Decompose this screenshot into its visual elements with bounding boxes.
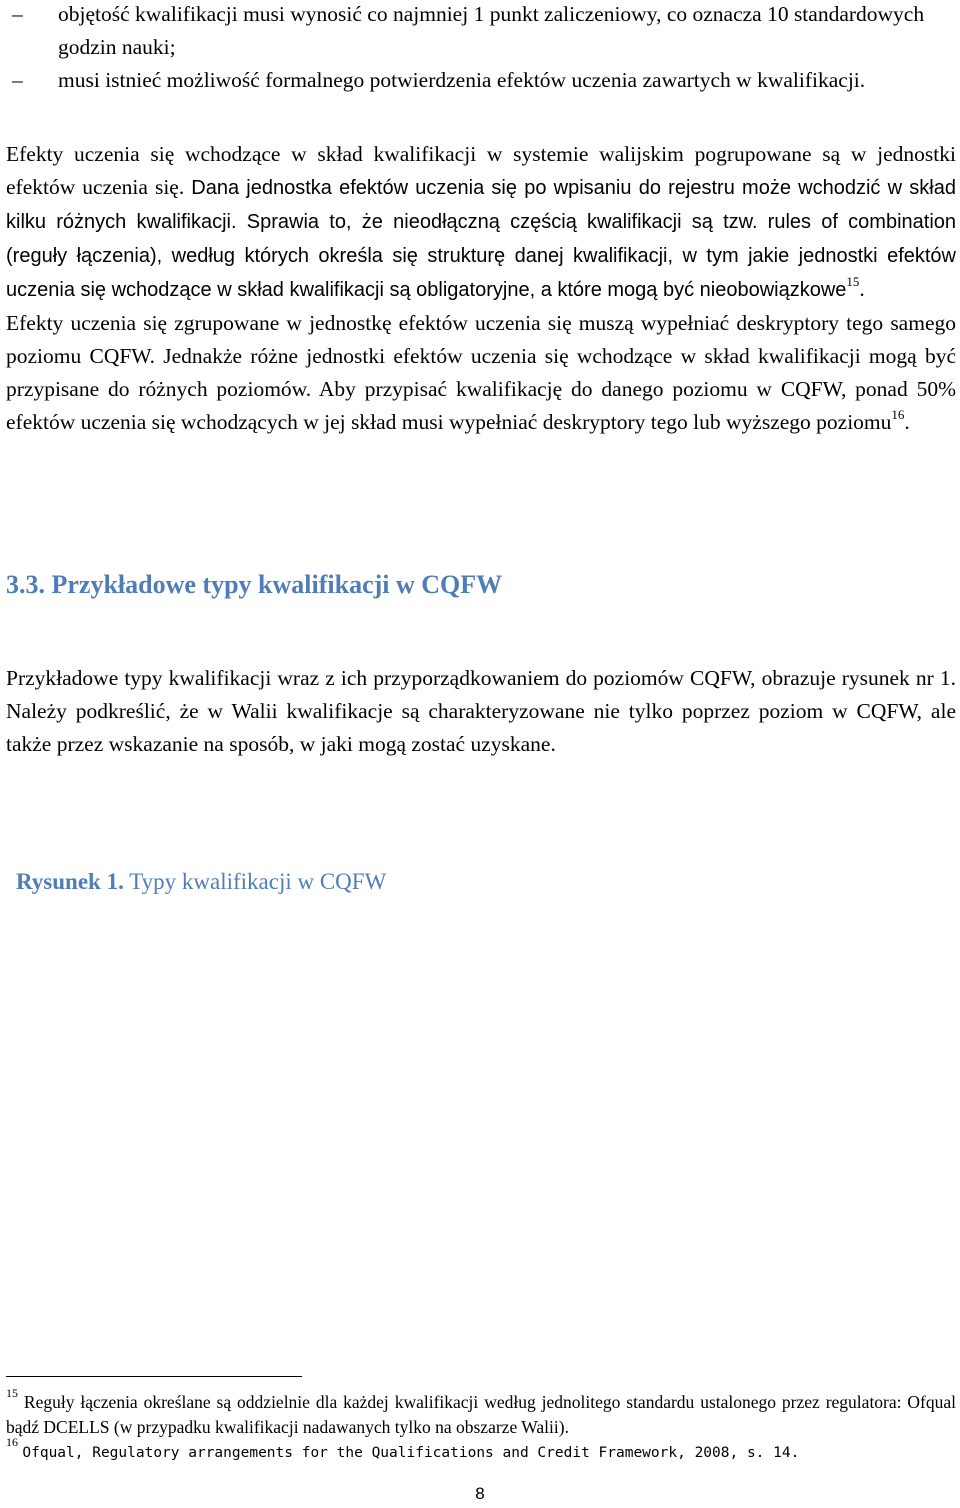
page-number: 8 <box>475 1484 485 1503</box>
footnote-number: 15 <box>6 1386 18 1401</box>
bullet-text: objętość kwalifikacji musi wynosić co najmniej 1 punkt zaliczeniowy, co oznacza 10 standardowych godzin nauki; <box>58 2 925 59</box>
body-paragraph <box>6 138 956 439</box>
paragraph-sentence: Dana jednostka efektów uczenia się po wpisaniu do rejestru może wchodzić w skład kilku różnych kwalifikacji. Sprawia to, że nieodłączną częścią kwalifikacji są tzw. <box>6 177 956 233</box>
paragraph-sentence: Efekty uczenia się zgrupowane w jednostkę efektów uczenia się muszą wypełniać deskryptory tego samego poziomu CQFW. Jednakże różne jednostki efektów uczenia się wchodzące w skład kwalifikacji mogą być przypisane do różnych poziomów. Aby przypisać kwalifikację do danego poziomu w CQFW, ponad 50% efektów uczenia się wchodzących w jej skład musi wypełniać deskryptory tego lub wyższego poziomu <box>6 311 956 434</box>
figure-label: Rysunek 1. <box>16 869 124 894</box>
section-title: Przykładowe typy kwalifikacji w CQFW <box>51 570 503 599</box>
footnote-ref[interactable]: 16 <box>891 406 905 422</box>
figure-title: Typy kwalifikacji w CQFW <box>129 869 387 894</box>
paragraph-sentence: Efekty uczenia się wchodzące w skład kwalifikacji w systemie walijskim pogrupowane są w jednostki efektów uczenia się. <box>6 142 956 199</box>
footnote-text: Ofqual, Regulatory arrangements for the Qualifications and Credit Framework, 2008, s. 14. <box>22 1445 800 1461</box>
section-number: 3.3. <box>6 570 45 599</box>
footnote-text: Reguły łączenia określane są oddzielnie dla każdej kwalifikacji według jednolitego standardu ustalonego przez regulatora: Ofqual bądź DCELLS (w przypadku kwalifikacji nadawanych tylko na obszarze Walii). <box>6 1392 957 1437</box>
footnote <box>6 1386 957 1440</box>
list-item <box>6 64 956 97</box>
bullet-text: musi istnieć możliwość formalnego potwierdzenia efektów uczenia zawartych w kwalifikacji. <box>58 68 866 92</box>
list-item <box>6 0 956 64</box>
section-heading <box>6 570 502 600</box>
body-paragraph: Przykładowe typy kwalifikacji wraz z ich przyporządkowaniem do poziomów CQFW, obrazuje rysunek nr 1. Należy podkreślić, że w Walii kwalifikacje są charakteryzowane nie tylko poprzez poziom w CQFW, ale także przez wskazanie na sposób, w jaki mogą zostać uzyskane. <box>6 666 956 756</box>
bullet-list <box>6 0 956 97</box>
footnote <box>6 1435 956 1466</box>
punctuation: . <box>859 277 865 301</box>
footnote-ref[interactable]: 15 <box>846 273 860 289</box>
footnote-number: 16 <box>6 1435 18 1450</box>
punctuation: . <box>904 410 910 434</box>
footnote-separator <box>6 1376 302 1377</box>
bullet-marker: – <box>12 2 23 26</box>
bullet-marker: – <box>12 68 23 92</box>
figure-caption <box>16 869 386 895</box>
paragraph-sentence: rules of combination (reguły łączenia), według których określa się strukturę danej kwalifikacji, w tym jakie jednostki efektów uczenia się wchodzące w skład kwalifikacji są obligatoryjne, a które mogą być nieobowiązkowe <box>6 211 957 301</box>
